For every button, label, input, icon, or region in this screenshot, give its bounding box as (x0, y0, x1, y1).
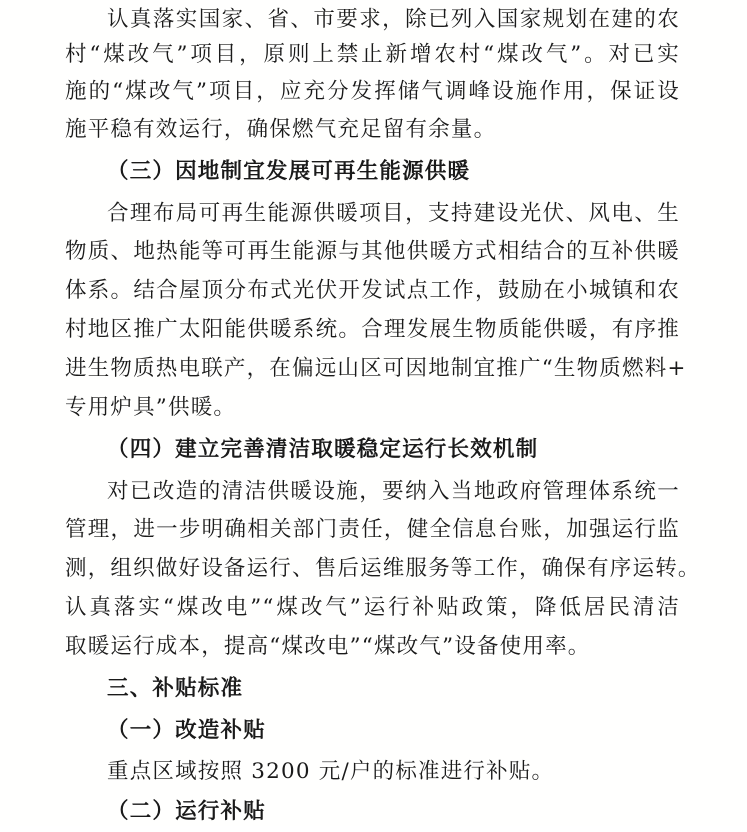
section-heading-renovation-subsidy: （一）改造补贴 (107, 718, 266, 743)
paragraph-line: 认真落实“煤改电”“煤改气”运行补贴政策，降低居民清洁 (65, 595, 680, 620)
chapter-heading-subsidy-standards: 三、补贴标准 (107, 676, 244, 701)
paragraph-line: 测，组织做好设备运行、售后运维服务等工作，确保有序运转。 (65, 556, 701, 581)
section-heading-3: （三）因地制宜发展可再生能源供暖 (107, 159, 471, 184)
paragraph-line: 对已改造的清洁供暖设施，要纳入当地政府管理体系统一 (107, 479, 680, 504)
paragraph-line: 施的“煤改气”项目，应充分发挥储气调峰设施作用，保证设 (65, 79, 680, 104)
paragraph-line: 进生物质热电联产，在偏远山区可因地制宜推广“生物质燃料+ (65, 356, 687, 381)
paragraph-line: 村“煤改气”项目，原则上禁止新增农村“煤改气”。对已实 (65, 42, 680, 67)
paragraph-line: 专用炉具”供暖。 (65, 395, 237, 420)
paragraph-line: 重点区域按照 3200 元/户的标准进行补贴。 (107, 759, 555, 784)
section-heading-operation-subsidy: （二）运行补贴 (107, 799, 266, 824)
paragraph-line: 村地区推广太阳能供暖系统。合理发展生物质能供暖，有序推 (65, 317, 680, 342)
paragraph-line: 物质、地热能等可再生能源与其他供暖方式相结合的互补供暖 (65, 239, 680, 264)
paragraph-line: 合理布局可再生能源供暖项目，支持建设光伏、风电、生 (107, 201, 680, 226)
paragraph-line: 管理，进一步明确相关部门责任，健全信息台账，加强运行监 (65, 517, 680, 542)
paragraph-line: 体系。结合屋顶分布式光伏开发试点工作，鼓励在小城镇和农 (65, 278, 680, 303)
paragraph-line: 认真落实国家、省、市要求，除已列入国家规划在建的农 (107, 7, 680, 32)
paragraph-line: 施平稳有效运行，确保燃气充足留有余量。 (65, 117, 497, 142)
section-heading-4: （四）建立完善清洁取暖稳定运行长效机制 (107, 437, 539, 462)
paragraph-line: 取暖运行成本，提高“煤改电”“煤改气”设备使用率。 (65, 634, 591, 659)
